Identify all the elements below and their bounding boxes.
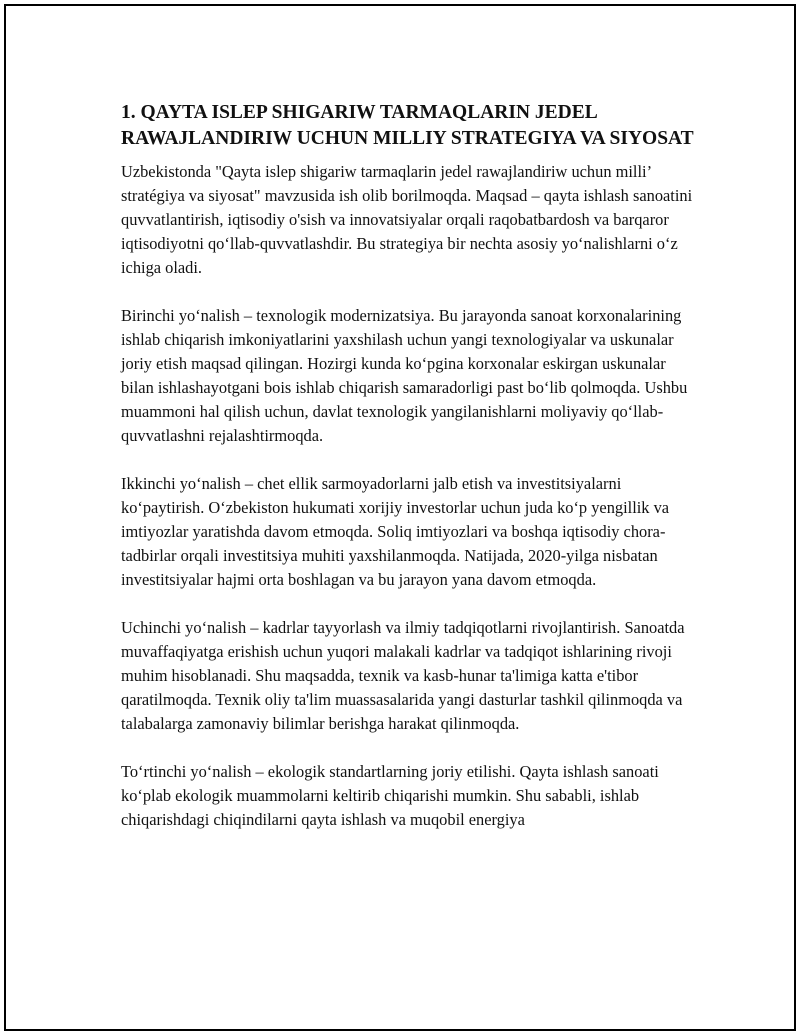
section-title: 1. QAYTA ISLEP SHIGARIW TARMAQLARIN JEDEL RAWAJLANDIRIW UCHUN MILLIY STRATEGIYA VA SIYOSAT (121, 102, 694, 149)
paragraph-third-direction: Uchinchi yo‘nalish – kadrlar tayyorlash va ilmiy tadqiqotlarni rivojlantirish. Sanoatda muvaffaqiyatga erishish uchun yuqori malakali kadrlar va tadqiqot ishlarining rivoji muhim hisoblanadi. Shu maqsadda, texnik va kasb-hunar ta'limiga katta e'tibor qaratilmoqda. Texnik oliy ta'lim muassasalarida yangi dasturlar tashkil qilinmoqda va talabalarga zamonaviy bilimlar berishga harakat qilinmoqda. (121, 618, 685, 733)
paragraph-fourth-direction: To‘rtinchi yo‘nalish – ekologik standartlarning joriy etilishi. Qayta ishlash sanoati ko‘plab ekologik muammolarni keltirib chiqarishi mumkin. Shu sababli, ishlab chiqarishdagi chiqindilarni qayta ishlash va muqobil energiya (121, 762, 659, 829)
document-body (121, 100, 696, 856)
page-frame (4, 4, 796, 1031)
paragraph-first-direction: Birinchi yo‘nalish – texnologik modernizatsiya. Bu jarayonda sanoat korxonalarining ishlab chiqarish imkoniyatlarini yaxshilash uchun yangi texnologiyalar va uskunalar joriy etish maqsad qilingan. Hozirgi kunda ko‘pgina korxonalar eskirgan uskunalar bilan ishlashayotgani bois ishlab chiqarish samaradorligi past bo‘lib qolmoqda. Ushbu muammoni hal qilish uchun, davlat texnologik yangilanishlarni moliyaviy qo‘llab-quvvatlashni rejalashtirmoqda. (121, 306, 688, 445)
paragraph-second-direction: Ikkinchi yo‘nalish – chet ellik sarmoyadorlarni jalb etish va investitsiyalarni ko‘paytirish. O‘zbekiston hukumati xorijiy investorlar uchun juda ko‘p yengillik va imtiyozlar yaratishda davom etmoqda. Soliq imtiyozlari va boshqa iqtisodiy chora-tadbirlar orqali investitsiya muhiti yaxshilanmoqda. Natijada, 2020-yilga nisbatan investitsiyalar hajmi orta boshlagan va bu jarayon yana davom etmoqda. (121, 474, 670, 589)
paragraph-intro: Uzbekistonda "Qayta islep shigariw tarmaqlarin jedel rawajlandiriw uchun milli’ stratégiya va siyosat" mavzusida ish olib borilmoqda. Maqsad – qayta ishlash sanoatini quvvatlantirish, iqtisodiy o'sish va innovatsiyalar orqali raqobatbardosh va barqaror iqtisodiyotni qo‘llab-quvvatlashdir. Bu strategiya bir nechta asosiy yo‘nalishlarni o‘z ichiga oladi. (121, 162, 693, 277)
